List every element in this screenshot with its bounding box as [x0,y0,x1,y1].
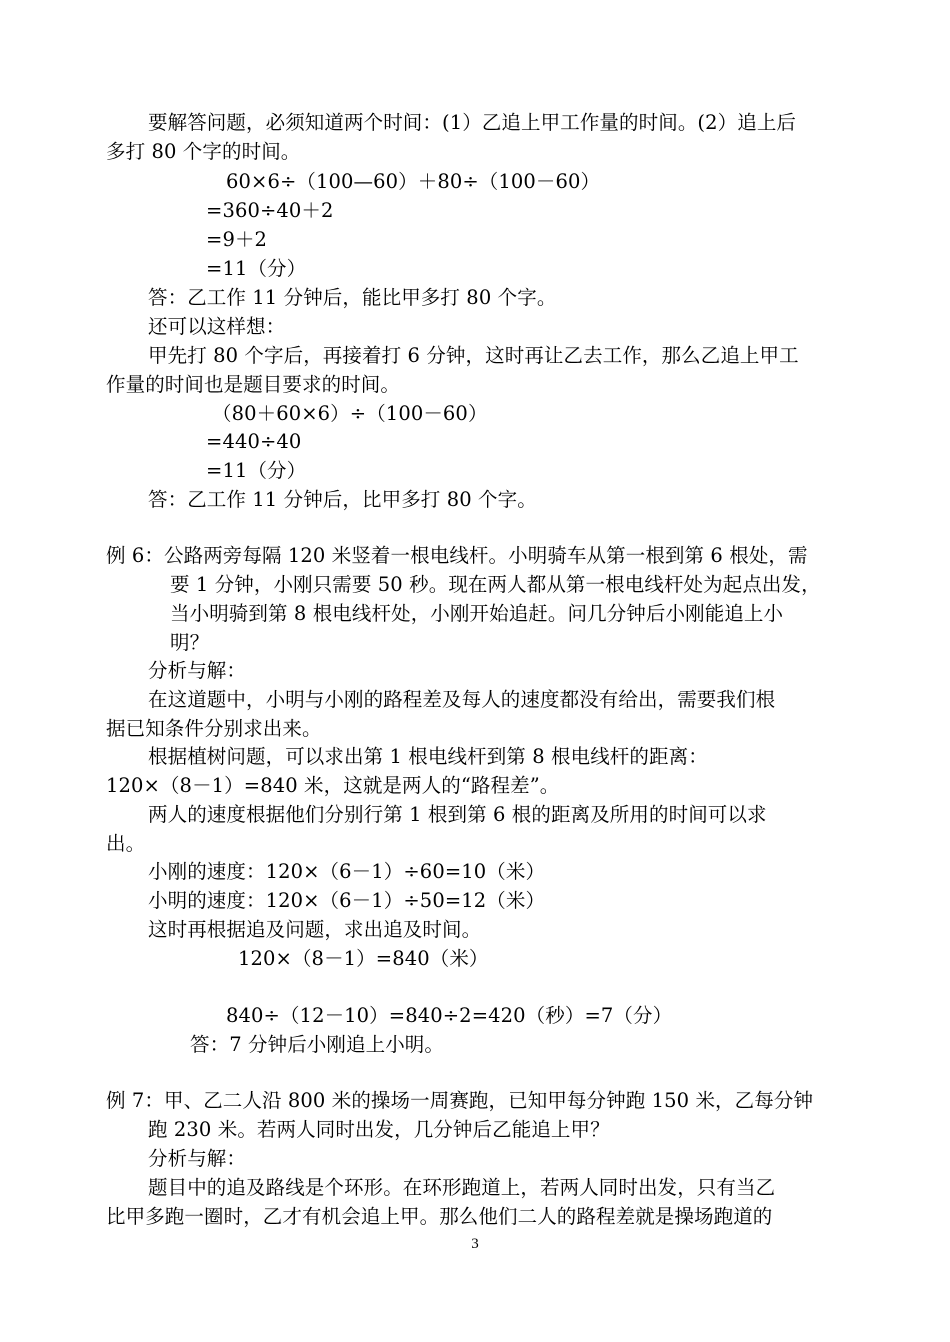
text-line: 这时再根据追及问题，求出追及时间。 [148,918,482,941]
answer-line: 答：乙工作 11 分钟后，能比甲多打 80 个字。 [148,286,557,309]
page-number: 3 [471,1236,479,1252]
text-line: 在这道题中，小明与小刚的路程差及每人的速度都没有给出，需要我们根 [148,688,776,711]
text-line: 小明的速度：120×（6－1）÷50=12（米） [148,889,546,912]
text-line: 两人的速度根据他们分别行第 1 根到第 6 根的距离及所用的时间可以求 [148,803,767,826]
text-line: 要 1 分钟，小刚只需要 50 秒。现在两人都从第一根电线杆处为起点出发， [170,573,821,596]
formula-line: 120×（8－1）=840（米） [238,947,489,970]
formula-line: （80＋60×6）÷（100－60） [212,402,488,425]
text-line: 分析与解： [148,1147,247,1170]
formula-line: =9＋2 [206,228,268,251]
text-line: 甲先打 80 个字后，再接着打 6 分钟，这时再让乙去工作，那么乙追上甲工 [148,344,799,367]
text-line: 分析与解： [148,659,247,682]
text-line: 据已知条件分别求出来。 [106,717,322,740]
text-line: 作量的时间也是题目要求的时间。 [106,373,401,396]
text-line: 出。 [106,832,146,855]
text-line: 当小明骑到第 8 根电线杆处，小刚开始追赶。问几分钟后小刚能追上小 [170,602,784,625]
text-line: 还可以这样想： [148,315,286,338]
example-heading: 例 6：公路两旁每隔 120 米竖着一根电线杆。小明骑车从第一根到第 6 根处，需 [106,544,808,567]
text-line: 120×（8－1）=840 米，这就是两人的“路程差”。 [106,774,560,797]
formula-line: 60×6÷（100—60）＋80÷（100－60） [226,170,601,193]
example-heading: 例 7：甲、乙二人沿 800 米的操场一周赛跑，已知甲每分钟跑 150 米，乙每分钟 [106,1089,814,1112]
formula-line: =11（分） [206,257,307,280]
text-line: 比甲多跑一圈时，乙才有机会追上甲。那么他们二人的路程差就是操场跑道的 [106,1205,773,1228]
formula-line: =440÷40 [206,430,302,453]
text-line: 根据植树问题，可以求出第 1 根电线杆到第 8 根电线杆的距离： [148,745,708,768]
formula-line: 840÷（12－10）=840÷2=420（秒）=7（分） [226,1004,673,1027]
formula-line: =11（分） [206,459,307,482]
text-line: 题目中的追及路线是个环形。在环形跑道上，若两人同时出发，只有当乙 [148,1176,776,1199]
answer-line: 答：7 分钟后小刚追上小明。 [190,1033,445,1056]
answer-line: 答：乙工作 11 分钟后，比甲多打 80 个字。 [148,488,537,511]
text-line: 明？ [170,631,210,654]
text-line: 跑 230 米。若两人同时出发，几分钟后乙能追上甲？ [148,1118,610,1141]
text-line: 小刚的速度：120×（6－1）÷60=10（米） [148,860,546,883]
text-line: 要解答问题，必须知道两个时间：(1）乙追上甲工作量的时间。(2）追上后 [148,111,797,134]
formula-line: =360÷40＋2 [206,199,334,222]
text-line: 多打 80 个字的时间。 [106,140,301,163]
